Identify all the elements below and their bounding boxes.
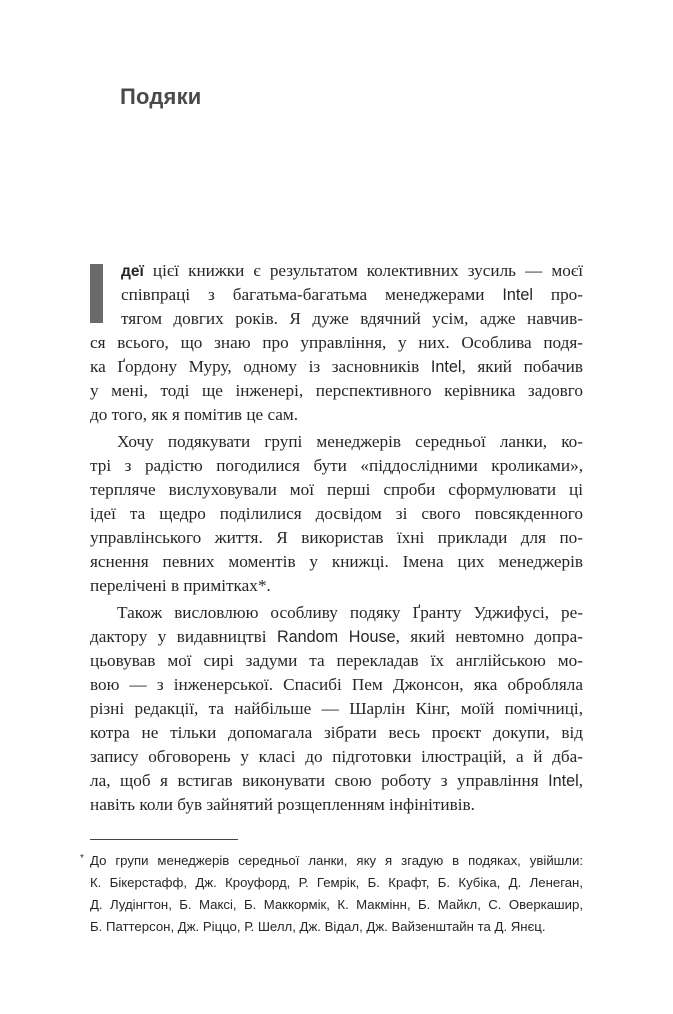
- text-line: ідеї та щедро поділилися досвідом зі свого повсякденного: [90, 504, 583, 523]
- text-line: управлінського життя. Я використав їхні приклади для по-: [90, 528, 583, 547]
- text-line: запису обговорень у класі до підготовки ілюстрацій, а й дба-: [90, 747, 583, 766]
- text-line: ла, щоб я встигав виконувати свою роботу з управління Intel,: [90, 771, 583, 790]
- text-line: яснення певних моментів у книжці. Імена цих менеджерів: [90, 552, 583, 571]
- text-line: деї цієї книжки є результатом колективних зусиль — моєї: [121, 261, 583, 280]
- text-line: котра не тільки допомагала зібрати весь проєкт докупи, від: [90, 723, 583, 742]
- footnote-line: Д. Лудінгтон, Б. Максі, Б. Маккормік, К. Макмінн, Б. Майкл, С. Оверкашир,: [90, 897, 583, 912]
- text-line: ся всього, що знаю про управління, у них. Особлива подя-: [90, 333, 583, 352]
- text-line: цьовував мої сирі задуми та перекладав їх англійською мо-: [90, 651, 583, 670]
- footnote-line: Б. Паттерсон, Дж. Ріццо, Р. Шелл, Дж. Відал, Дж. Вайзенштайн та Д. Янєц.: [90, 919, 546, 934]
- text-line: ка Ґордону Муру, одному із засновників Intel, який побачив: [90, 357, 584, 376]
- text-line: дактору у видавництві Random House, який невтомно допра-: [90, 627, 583, 646]
- drop-cap-letter: [90, 264, 103, 323]
- footnote-line: К. Бікерстафф, Дж. Кроуфорд, Р. Гемрік, Б. Крафт, Б. Кубіка, Д. Ленеган,: [90, 875, 583, 890]
- text-line: у мені, тоді ще інженері, перспективного керівника задовго: [90, 381, 583, 400]
- text-line: терпляче вислуховували мої перші спроби сформулювати ці: [90, 480, 583, 499]
- text-line: перелічені в примітках*.: [90, 576, 271, 595]
- text-line: тягом довгих років. Я дуже вдячний усім, адже навчив-: [121, 309, 583, 328]
- text-line: навіть коли був зайнятий розщепленням інфінітивів.: [90, 795, 475, 814]
- text-line: Хочу подякувати групі менеджерів середньої ланки, ко-: [117, 432, 583, 451]
- footnote-line: До групи менеджерів середньої ланки, яку я згадую в подяках, увійшли:: [90, 853, 583, 868]
- text-line: Також висловлюю особливу подяку Ґранту Уджифусі, ре-: [117, 603, 583, 622]
- text-line: вою — з інженерської. Спасибі Пем Джонсон, яка обробляла: [90, 675, 583, 694]
- text-line: різні редакції, та найбільше — Шарлін Кінг, моїй помічниці,: [90, 699, 583, 718]
- footnote-divider: [90, 839, 238, 840]
- page-title: Подяки: [120, 84, 202, 109]
- drop-cap-lead-word: деї: [121, 263, 144, 280]
- footnote-marker: *: [80, 853, 84, 864]
- text-line: до того, як я помітив це сам.: [90, 405, 299, 424]
- text-line: співпраці з багатьма-багатьма менеджерами Intel про-: [121, 285, 583, 304]
- text-line: трі з радістю погодилися бути «піддослідними кроликами»,: [90, 456, 583, 475]
